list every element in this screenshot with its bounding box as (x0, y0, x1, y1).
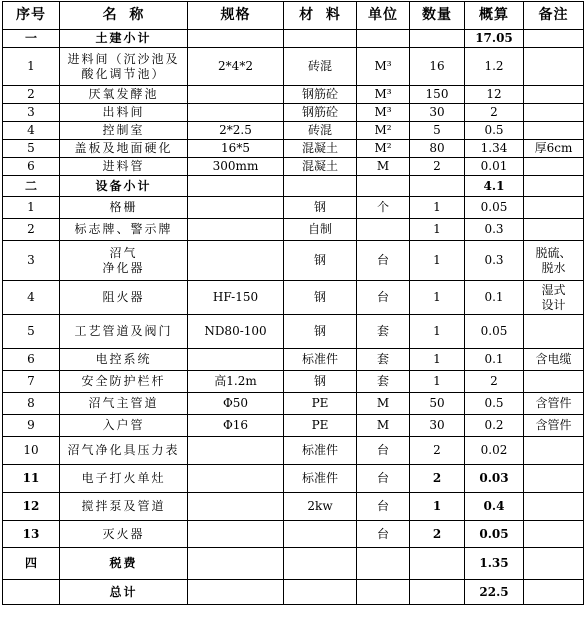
cell-note (524, 30, 584, 48)
cell-est: 0.03 (465, 465, 524, 493)
cell-est: 0.4 (465, 493, 524, 521)
cell-no: 1 (3, 197, 60, 219)
cell-note (524, 521, 584, 548)
cell-note (524, 176, 584, 197)
header-cell: 数量 (410, 2, 465, 30)
cell-no: 二 (3, 176, 60, 197)
cell-qty: 2 (410, 437, 465, 465)
cell-est: 0.05 (465, 197, 524, 219)
cell-no: 4 (3, 281, 60, 315)
cell-note: 厚6cm (524, 140, 584, 158)
cell-note (524, 48, 584, 86)
table-row (3, 219, 584, 241)
header-cell: 概算 (465, 2, 524, 30)
cell-qty (410, 548, 465, 580)
cell-spec: 2*2.5 (188, 122, 284, 140)
cell-name: 控制室 (60, 122, 188, 140)
cell-spec: ND80-100 (188, 315, 284, 349)
cell-mat (284, 580, 357, 605)
cell-mat: 2kw (284, 493, 357, 521)
cell-name: 阻火器 (60, 281, 188, 315)
cell-no: 四 (3, 548, 60, 580)
cell-name: 进料间（沉沙池及酸化调节池） (60, 48, 188, 86)
cell-name: 税费 (60, 548, 188, 580)
table-row (3, 86, 584, 104)
cell-unit: M (357, 393, 410, 415)
cell-spec: Φ16 (188, 415, 284, 437)
table-row (3, 315, 584, 349)
cell-mat: 砖混 (284, 48, 357, 86)
table-row (3, 176, 584, 197)
table-row (3, 393, 584, 415)
table-row (3, 197, 584, 219)
cell-est: 1.34 (465, 140, 524, 158)
cell-qty: 1 (410, 281, 465, 315)
cell-est: 0.01 (465, 158, 524, 176)
table-row (3, 122, 584, 140)
cell-name: 格栅 (60, 197, 188, 219)
cell-qty: 30 (410, 104, 465, 122)
cell-spec: 高1.2m (188, 371, 284, 393)
cell-line: 脱水 (541, 260, 566, 275)
table-row (3, 415, 584, 437)
cell-qty: 16 (410, 48, 465, 86)
cell-note (524, 122, 584, 140)
cell-qty: 5 (410, 122, 465, 140)
cell-name (60, 241, 188, 281)
cell-qty: 1 (410, 241, 465, 281)
cell-mat: 砖混 (284, 122, 357, 140)
cell-name: 灭火器 (60, 521, 188, 548)
cell-unit: 台 (357, 521, 410, 548)
cell-qty: 1 (410, 371, 465, 393)
cell-spec (188, 437, 284, 465)
cell-est: 0.2 (465, 415, 524, 437)
cell-unit: M³ (357, 86, 410, 104)
cell-no: 2 (3, 86, 60, 104)
cell-no: 3 (3, 104, 60, 122)
cell-unit: 台 (357, 493, 410, 521)
cell-mat: 钢筋砼 (284, 104, 357, 122)
cell-qty: 2 (410, 158, 465, 176)
cell-mat: PE (284, 393, 357, 415)
table-row (3, 548, 584, 580)
cell-unit (357, 548, 410, 580)
cell-mat: 钢 (284, 315, 357, 349)
cell-name: 沼气净化具压力表 (60, 437, 188, 465)
cell-note (524, 158, 584, 176)
header-cell: 材 料 (284, 2, 357, 30)
cell-note (524, 371, 584, 393)
cell-no (3, 580, 60, 605)
cell-name: 土建小计 (60, 30, 188, 48)
table-row (3, 158, 584, 176)
cell-mat (284, 30, 357, 48)
cell-name: 出料间 (60, 104, 188, 122)
table-row (3, 521, 584, 548)
cell-no: 11 (3, 465, 60, 493)
cell-line: 设计 (541, 297, 566, 312)
cell-name: 电子打火单灶 (60, 465, 188, 493)
cell-unit: 台 (357, 281, 410, 315)
header-row (3, 2, 584, 30)
cell-line: 湿式 (541, 282, 566, 297)
cell-name: 标志牌、警示牌 (60, 219, 188, 241)
cell-spec (188, 86, 284, 104)
cell-est: 0.5 (465, 393, 524, 415)
cell-no: 2 (3, 219, 60, 241)
cell-mat (284, 548, 357, 580)
cell-name: 工艺管道及阀门 (60, 315, 188, 349)
cell-no: 8 (3, 393, 60, 415)
cell-qty: 80 (410, 140, 465, 158)
cell-est: 1.35 (465, 548, 524, 580)
cell-qty (410, 176, 465, 197)
cell-spec: 300mm (188, 158, 284, 176)
cell-spec (188, 465, 284, 493)
cell-mat: PE (284, 415, 357, 437)
cell-est: 0.02 (465, 437, 524, 465)
header-cell: 单位 (357, 2, 410, 30)
cell-qty: 1 (410, 493, 465, 521)
cell-est: 17.05 (465, 30, 524, 48)
cell-name: 盖板及地面硬化 (60, 140, 188, 158)
cell-note (524, 197, 584, 219)
cell-est: 2 (465, 104, 524, 122)
cell-spec: 16*5 (188, 140, 284, 158)
cell-note (524, 281, 584, 315)
cell-unit: M³ (357, 48, 410, 86)
cell-qty: 1 (410, 219, 465, 241)
table-row (3, 580, 584, 605)
table-row (3, 349, 584, 371)
cell-mat: 混凝土 (284, 158, 357, 176)
cell-line: 沼气 (109, 245, 138, 260)
cell-name: 电控系统 (60, 349, 188, 371)
cell-note: 含管件 (524, 415, 584, 437)
cell-spec (188, 241, 284, 281)
cell-est: 0.3 (465, 219, 524, 241)
cell-spec: HF-150 (188, 281, 284, 315)
table-row (3, 493, 584, 521)
cell-est: 2 (465, 371, 524, 393)
cell-no: 6 (3, 349, 60, 371)
cell-qty: 50 (410, 393, 465, 415)
cell-spec (188, 493, 284, 521)
cell-unit: M² (357, 140, 410, 158)
table-row (3, 104, 584, 122)
cell-qty (410, 580, 465, 605)
cell-unit: 台 (357, 241, 410, 281)
cell-unit: 个 (357, 197, 410, 219)
cell-no: 10 (3, 437, 60, 465)
table-row (3, 465, 584, 493)
cell-name: 沼气主管道 (60, 393, 188, 415)
budget-table (2, 1, 584, 605)
cell-spec (188, 219, 284, 241)
cell-note: 含管件 (524, 393, 584, 415)
cell-unit (357, 580, 410, 605)
cell-name: 安全防护栏杆 (60, 371, 188, 393)
cell-note (524, 104, 584, 122)
table-row (3, 371, 584, 393)
cell-unit (357, 219, 410, 241)
cell-spec (188, 580, 284, 605)
cell-unit: 台 (357, 465, 410, 493)
cell-note (524, 548, 584, 580)
table-row (3, 48, 584, 86)
cell-spec (188, 349, 284, 371)
cell-mat: 标准件 (284, 349, 357, 371)
cell-spec (188, 30, 284, 48)
cell-spec: Φ50 (188, 393, 284, 415)
header-cell: 序号 (3, 2, 60, 30)
cell-no: 9 (3, 415, 60, 437)
cell-unit (357, 176, 410, 197)
cell-line: 脱硫、 (535, 245, 572, 260)
cell-note (524, 580, 584, 605)
table-row (3, 30, 584, 48)
cell-unit: M³ (357, 104, 410, 122)
cell-spec (188, 548, 284, 580)
cell-no: 一 (3, 30, 60, 48)
cell-est: 12 (465, 86, 524, 104)
cell-est: 0.3 (465, 241, 524, 281)
cell-qty: 2 (410, 521, 465, 548)
cell-unit: 台 (357, 437, 410, 465)
cell-note (524, 465, 584, 493)
cell-mat: 标准件 (284, 437, 357, 465)
cell-qty: 150 (410, 86, 465, 104)
cell-est: 0.1 (465, 349, 524, 371)
cell-unit: M (357, 415, 410, 437)
cell-note (524, 437, 584, 465)
cell-note (524, 493, 584, 521)
cell-unit: M (357, 158, 410, 176)
cell-mat: 钢 (284, 197, 357, 219)
cell-est: 22.5 (465, 580, 524, 605)
cell-mat: 钢筋砼 (284, 86, 357, 104)
cell-name: 设备小计 (60, 176, 188, 197)
cell-name: 总计 (60, 580, 188, 605)
cell-note: 含电缆 (524, 349, 584, 371)
table-row (3, 140, 584, 158)
cell-mat: 混凝土 (284, 140, 357, 158)
cell-qty: 2 (410, 465, 465, 493)
cell-est: 0.1 (465, 281, 524, 315)
cell-mat: 钢 (284, 371, 357, 393)
cell-spec (188, 104, 284, 122)
cell-qty: 1 (410, 315, 465, 349)
cell-qty: 1 (410, 349, 465, 371)
cell-note (524, 315, 584, 349)
cell-no: 13 (3, 521, 60, 548)
cell-mat: 钢 (284, 281, 357, 315)
cell-unit (357, 30, 410, 48)
header-cell: 规格 (188, 2, 284, 30)
cell-spec: 2*4*2 (188, 48, 284, 86)
cell-unit: 套 (357, 315, 410, 349)
cell-qty (410, 30, 465, 48)
cell-name: 搅拌泵及管道 (60, 493, 188, 521)
cell-no: 4 (3, 122, 60, 140)
cell-qty: 30 (410, 415, 465, 437)
cell-est: 0.5 (465, 122, 524, 140)
cell-spec (188, 197, 284, 219)
cell-qty: 1 (410, 197, 465, 219)
cell-est: 0.05 (465, 315, 524, 349)
table-row (3, 281, 584, 315)
cell-unit: 套 (357, 349, 410, 371)
cell-no: 6 (3, 158, 60, 176)
cell-name: 厌氧发酵池 (60, 86, 188, 104)
cell-spec (188, 176, 284, 197)
cell-spec (188, 521, 284, 548)
cell-name: 进料管 (60, 158, 188, 176)
cell-no: 5 (3, 315, 60, 349)
cell-mat: 自制 (284, 219, 357, 241)
cell-mat (284, 176, 357, 197)
cell-mat: 钢 (284, 241, 357, 281)
cell-no: 12 (3, 493, 60, 521)
header-cell: 名 称 (60, 2, 188, 30)
cell-unit: 套 (357, 371, 410, 393)
cell-note (524, 219, 584, 241)
cell-name: 入户管 (60, 415, 188, 437)
cell-est: 4.1 (465, 176, 524, 197)
cell-no: 3 (3, 241, 60, 281)
cell-est: 0.05 (465, 521, 524, 548)
header-cell: 备注 (524, 2, 584, 30)
cell-line: 净化器 (102, 260, 145, 275)
cell-no: 5 (3, 140, 60, 158)
cell-mat (284, 521, 357, 548)
cell-note (524, 241, 584, 281)
cell-note (524, 86, 584, 104)
cell-no: 1 (3, 48, 60, 86)
cell-unit: M² (357, 122, 410, 140)
cell-mat: 标准件 (284, 465, 357, 493)
cell-no: 7 (3, 371, 60, 393)
table-row (3, 437, 584, 465)
table-row (3, 241, 584, 281)
cell-est: 1.2 (465, 48, 524, 86)
